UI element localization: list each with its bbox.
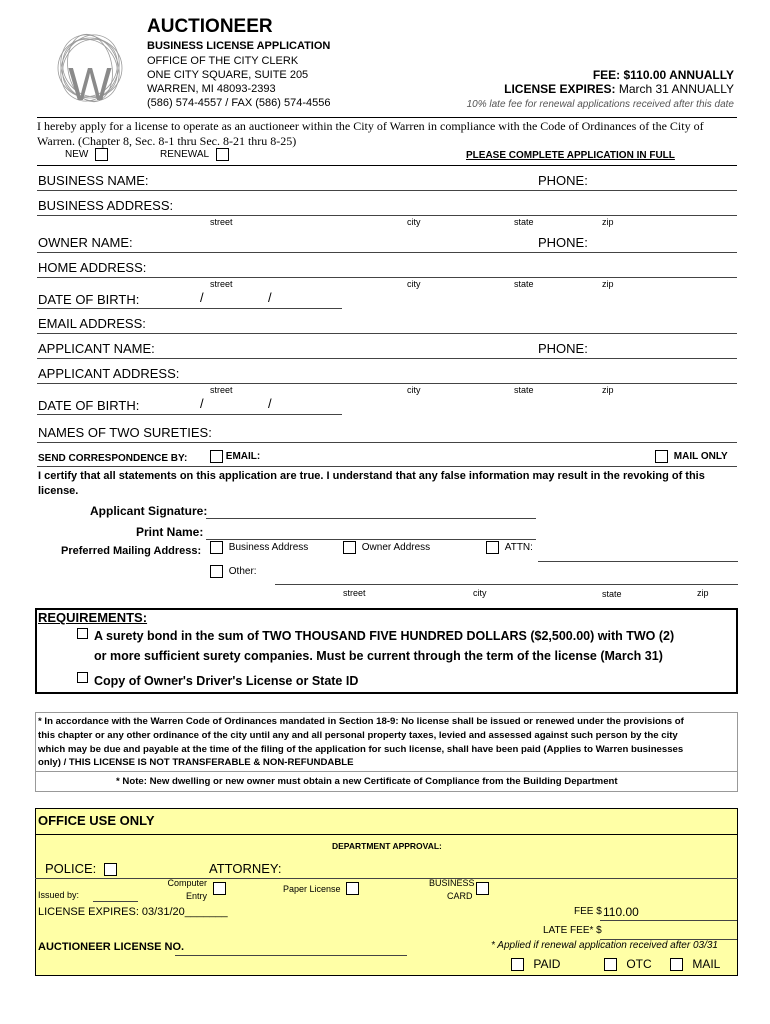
police-checkbox[interactable] [104, 863, 117, 876]
license-expires-value: March 31 ANNUALLY [618, 82, 734, 96]
business-card-label1: BUSINESS [429, 878, 475, 888]
warren-logo [50, 28, 132, 108]
other-address-field[interactable] [275, 584, 738, 585]
ordinance-line4: only) / THIS LICENSE IS NOT TRANSFERABLE & NON-REFUNDABLE [38, 757, 354, 768]
street-caption: street [210, 385, 233, 395]
dob-slash: / [200, 290, 204, 305]
office-fee-label: FEE $ [574, 906, 602, 917]
business-phone-label: PHONE: [538, 173, 588, 188]
mail-only-checkbox[interactable] [655, 450, 668, 463]
office-title-divider [35, 834, 738, 835]
dob-slash: / [268, 290, 272, 305]
ordinance-line2: this chapter or any other ordinance of the city until any and all personal property taxes, levied and assessed against such person by the city [38, 730, 678, 741]
mail-attn-checkbox[interactable] [486, 541, 499, 554]
home-address-field[interactable] [37, 277, 737, 278]
compliance-note: * Note: New dwelling or new owner must obtain a new Certificate of Compliance from the Building Department [116, 776, 618, 787]
new-checkbox[interactable] [95, 148, 108, 161]
certify-line1: I certify that all statements on this application are true. I understand that any false information may result in the revoking of this [38, 470, 705, 482]
dob-slash: / [268, 396, 272, 411]
mail-owner-option[interactable] [343, 541, 430, 554]
office-address2: WARREN, MI 48093-2393 [147, 83, 276, 95]
city-caption: city [407, 385, 421, 395]
zip-caption: zip [602, 385, 614, 395]
license-number-label: AUCTIONEER LICENSE NO. [38, 941, 185, 953]
state-caption: state [514, 279, 534, 289]
requirement-surety-line2: or more sufficient surety companies. Must be current through the term of the license (March 31) [94, 649, 663, 663]
otc-checkbox[interactable] [604, 958, 617, 971]
renewal-label: RENEWAL [160, 149, 209, 161]
department-approval: DEPARTMENT APPROVAL: [332, 841, 442, 851]
requirement-license: Copy of Owner's Driver's License or State ID [94, 674, 359, 688]
street-caption: street [210, 217, 233, 227]
police-approval[interactable] [45, 861, 117, 876]
mail-business-option[interactable] [210, 541, 308, 554]
renewal-checkbox[interactable] [216, 148, 229, 161]
mail-business-checkbox[interactable] [210, 541, 223, 554]
otc-option[interactable] [604, 957, 652, 971]
applicant-dob-field[interactable] [37, 414, 342, 415]
complete-note: PLEASE COMPLETE APPLICATION IN FULL [466, 150, 675, 161]
owner-name-label: OWNER NAME: [38, 235, 133, 250]
mail-attn-label: ATTN: [504, 542, 533, 554]
paper-license-checkbox[interactable] [346, 882, 359, 895]
business-card-checkbox[interactable] [476, 882, 489, 895]
owner-dob-label: DATE OF BIRTH: [38, 292, 140, 307]
logo-letter: W [68, 58, 112, 108]
mail-owner-checkbox[interactable] [343, 541, 356, 554]
mail-option[interactable] [670, 957, 720, 971]
owner-phone-label: PHONE: [538, 235, 588, 250]
late-fee-note: 10% late fee for renewal applications received after this date [466, 99, 734, 110]
owner-name-field[interactable] [37, 252, 737, 253]
mail-other-label: Other: [228, 566, 257, 578]
signature-field[interactable] [206, 518, 536, 519]
business-name-label: BUSINESS NAME: [38, 173, 149, 188]
ordinance-line1: * In accordance with the Warren Code of Ordinances mandated in Section 18-9: No license shall be issued or renewed under the provisions of [38, 716, 684, 727]
email-option-label: EMAIL: [225, 451, 261, 463]
office-license-expires: LICENSE EXPIRES: 03/31/20_______ [38, 906, 228, 918]
home-address-label: HOME ADDRESS: [38, 260, 147, 275]
state-caption: state [514, 385, 534, 395]
print-name-label: Print Name: [136, 525, 204, 539]
mail-only-label: MAIL ONLY [673, 451, 728, 463]
sureties-label: NAMES OF TWO SURETIES: [38, 425, 212, 440]
fee-header: FEE: $110.00 ANNUALLY [592, 68, 734, 82]
mail-business-label: Business Address [228, 542, 309, 554]
intro-line1: I hereby apply for a license to operate as an auctioneer within the City of Warren in compliance with the Code of Ordinances of the City of [37, 119, 704, 133]
office-address1: ONE CITY SQUARE, SUITE 205 [147, 69, 309, 81]
city-caption: city [407, 217, 421, 227]
email-address-label: EMAIL ADDRESS: [38, 316, 146, 331]
form-title: AUCTIONEER [147, 16, 273, 37]
entry-label: Entry [185, 891, 207, 901]
license-number-field[interactable] [175, 955, 407, 956]
business-card-label2: CARD [447, 891, 473, 901]
office-fee-value: 110.00 [603, 905, 639, 919]
mail-other-option[interactable] [210, 565, 257, 578]
mail-label: MAIL [692, 957, 721, 971]
office-phone: (586) 574-4557 / FAX (586) 574-4556 [147, 97, 331, 109]
paper-license-label: Paper License [283, 884, 341, 894]
surety-bond-checkbox[interactable] [77, 628, 88, 639]
mail-only-option[interactable] [655, 450, 728, 463]
mail-other-checkbox[interactable] [210, 565, 223, 578]
applicant-address-label: APPLICANT ADDRESS: [38, 366, 180, 381]
otc-label: OTC [626, 957, 652, 971]
email-option[interactable] [210, 450, 260, 463]
attorney-label: ATTORNEY: [209, 861, 282, 876]
mailing-label: Preferred Mailing Address: [61, 545, 202, 557]
renewal-option[interactable] [160, 148, 229, 161]
email-address-field[interactable] [37, 333, 737, 334]
new-label: NEW [65, 149, 89, 161]
business-name-field[interactable] [37, 190, 737, 191]
drivers-license-checkbox[interactable] [77, 672, 88, 683]
state-caption: state [602, 589, 622, 599]
late-fee-applied-note: * Applied if renewal application received after 03/31 [491, 940, 718, 951]
city-caption: city [473, 588, 487, 598]
business-address-field[interactable] [37, 215, 737, 216]
intro-line2: Warren. (Chapter 8, Sec. 8-1 thru Sec. 8-21 thru 8-25) [37, 134, 297, 148]
street-caption: street [210, 279, 233, 289]
ordinance-line3: which may be due and payable at the time of the filing of the application for such license, shall have been paid (Applies to Warren businesses [38, 744, 684, 755]
requirement-surety-line1: A surety bond in the sum of TWO THOUSAND FIVE HUNDRED DOLLARS ($2,500.00) with TWO (2) [94, 629, 675, 643]
certify-line2: license. [38, 485, 79, 497]
email-checkbox[interactable] [210, 450, 223, 463]
zip-caption: zip [602, 279, 614, 289]
fee-field[interactable] [600, 920, 737, 921]
paid-label: PAID [533, 957, 561, 971]
mail-owner-label: Owner Address [361, 542, 431, 554]
issued-by-field[interactable] [93, 901, 138, 902]
sureties-field[interactable] [37, 442, 737, 443]
applicant-phone-label: PHONE: [538, 341, 588, 356]
paid-option[interactable] [511, 957, 560, 971]
zip-caption: zip [697, 588, 709, 598]
license-expires-header [504, 82, 734, 96]
state-caption: state [514, 217, 534, 227]
license-expires-label: LICENSE EXPIRES: [504, 82, 616, 96]
city-caption: city [407, 279, 421, 289]
applicant-address-field[interactable] [37, 383, 737, 384]
computer-label: Computer [167, 878, 207, 888]
dob-slash: / [200, 396, 204, 411]
late-fee-label: LATE FEE* $ [543, 925, 602, 936]
applicant-name-label: APPLICANT NAME: [38, 341, 155, 356]
applicant-name-field[interactable] [37, 358, 737, 359]
paid-checkbox[interactable] [511, 958, 524, 971]
requirements-title: REQUIREMENTS: [38, 610, 148, 625]
street-caption: street [343, 588, 366, 598]
print-name-field[interactable] [206, 539, 536, 540]
attn-field[interactable] [538, 561, 738, 562]
correspondence-label: SEND CORRESPONDENCE BY: [38, 453, 188, 464]
mail-attn-option[interactable] [486, 541, 533, 554]
zip-caption: zip [602, 217, 614, 227]
business-address-label: BUSINESS ADDRESS: [38, 198, 174, 213]
office-name: OFFICE OF THE CITY CLERK [147, 55, 299, 67]
signature-label: Applicant Signature: [90, 504, 208, 518]
new-option[interactable] [65, 148, 108, 161]
computer-entry-checkbox[interactable] [213, 882, 226, 895]
police-label: POLICE: [45, 861, 97, 876]
mail-checkbox[interactable] [670, 958, 683, 971]
owner-dob-field[interactable] [37, 308, 342, 309]
office-use-title: OFFICE USE ONLY [38, 813, 155, 828]
applicant-dob-label: DATE OF BIRTH: [38, 398, 140, 413]
issued-by-label: Issued by: [38, 890, 80, 900]
form-subtitle: BUSINESS LICENSE APPLICATION [147, 40, 331, 52]
